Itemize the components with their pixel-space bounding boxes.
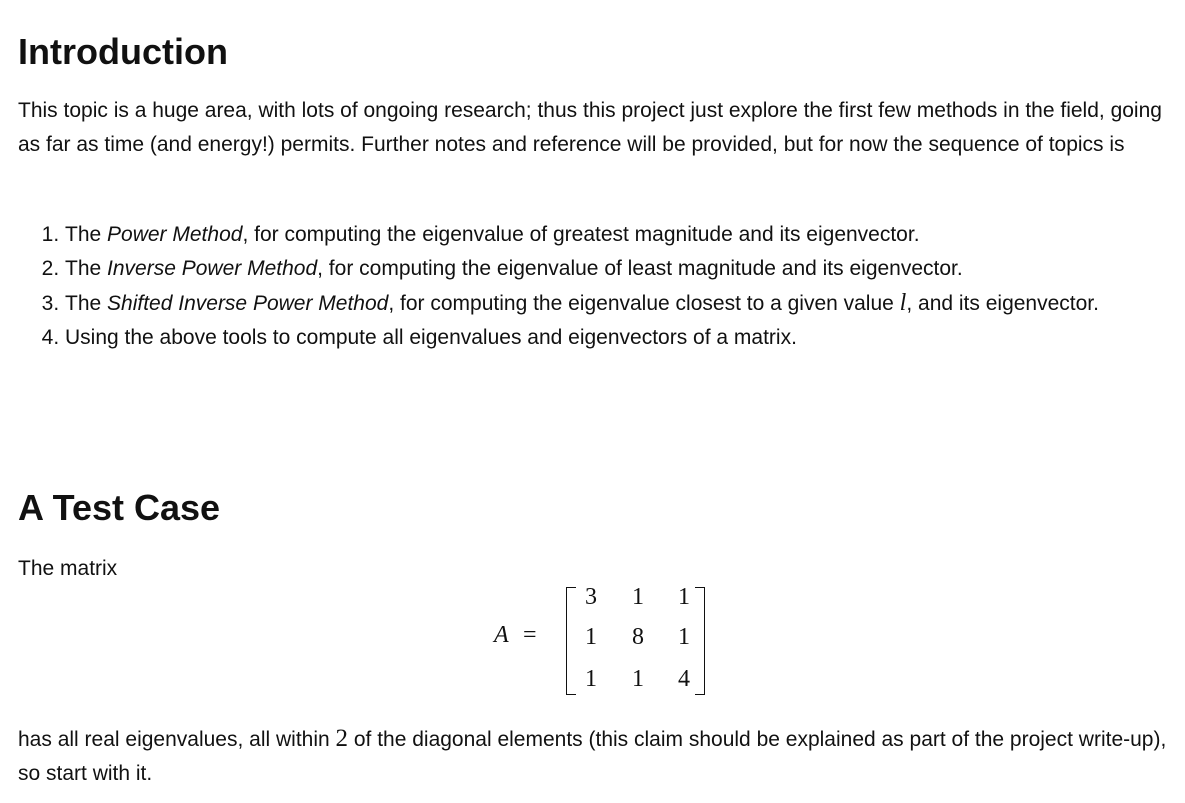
method-name: Power Method <box>107 223 243 246</box>
introduction-paragraph: This topic is a huge area, with lots of ongoing research; thus this project just explore the first few methods in the field, going as far as time (and energy!) permits. Further notes and reference will be provided, but for now the sequence of topics is <box>18 99 1162 156</box>
list-item-text: , and its eigenvector. <box>906 292 1099 315</box>
topics-list <box>18 218 1165 355</box>
list-item <box>65 218 1165 252</box>
closing-text: has all real eigenvalues, all within <box>18 728 336 751</box>
method-name: Inverse Power Method <box>107 257 318 280</box>
method-name: Shifted Inverse Power Method <box>107 292 389 315</box>
list-item <box>65 286 1165 321</box>
matrix-equation <box>494 584 714 696</box>
matrix-cell: 1 <box>632 584 644 610</box>
left-bracket <box>566 587 576 695</box>
list-item-text: , for computing the eigenvalue closest to a given value <box>388 292 900 315</box>
equals-sign: = <box>523 622 537 648</box>
closing-text: of the diagonal elements (this claim should be explained as part of the project write-up), so start with it. <box>18 728 1167 785</box>
list-item-text: The <box>65 257 108 280</box>
list-item-text: Using the above tools to compute all eigenvalues and eigenvectors of a matrix. <box>65 326 797 349</box>
matrix-cell: 1 <box>678 624 690 650</box>
list-item <box>65 321 1165 355</box>
list-item <box>65 252 1165 286</box>
list-item-text: The <box>65 223 108 246</box>
list-item-text: , for computing the eigenvalue of least magnitude and its eigenvector. <box>317 257 963 280</box>
test-case-heading: A Test Case <box>18 487 221 528</box>
closing-paragraph <box>18 722 1168 791</box>
list-item-text: The <box>65 292 108 315</box>
matrix-cell: 1 <box>585 624 597 650</box>
matrix-cell: 3 <box>585 584 597 610</box>
list-item-text: , for computing the eigenvalue of greatest magnitude and its eigenvector. <box>242 223 920 246</box>
matrix-cell: 1 <box>632 666 644 692</box>
matrix-cell: 1 <box>678 584 690 610</box>
matrix-cell: 1 <box>585 666 597 692</box>
matrix-cell: 4 <box>678 666 690 692</box>
matrix-cell: 8 <box>632 624 644 650</box>
matrix-variable: A <box>494 622 509 648</box>
matrix-intro-text: The matrix <box>18 557 118 580</box>
introduction-heading: Introduction <box>18 31 228 72</box>
math-variable: l <box>899 290 907 316</box>
math-number: 2 <box>335 725 349 752</box>
